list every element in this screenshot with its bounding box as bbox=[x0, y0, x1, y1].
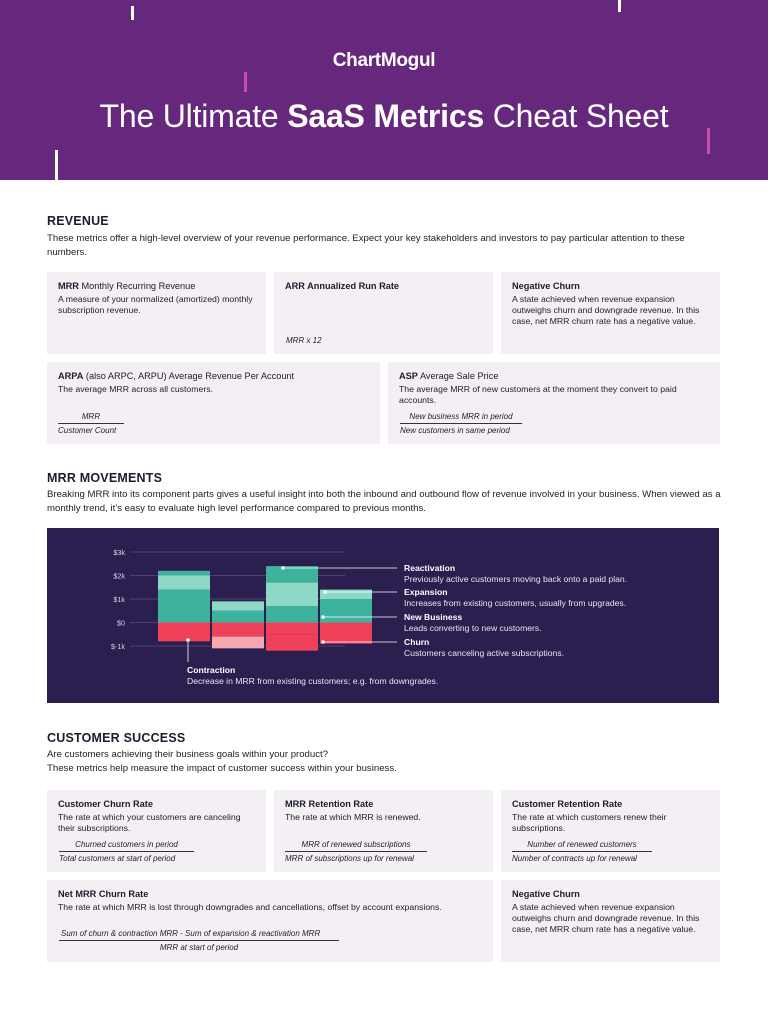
bar-segment bbox=[320, 599, 372, 623]
bar-segment bbox=[158, 590, 210, 623]
asp-formula: New business MRR in period New customers in same period bbox=[400, 412, 522, 435]
page-title: The Ultimate SaaS Metrics Cheat Sheet bbox=[99, 98, 669, 134]
annotation-expansion: Expansion Increases from existing customers, usually from upgrades. bbox=[404, 587, 627, 608]
bar-segment bbox=[158, 576, 210, 590]
mrr-card: MRR Monthly Recurring Revenue A measure of your normalized (amortized) monthly subscription revenue. bbox=[47, 272, 266, 354]
y-tick-label: $0 bbox=[117, 618, 125, 628]
decorative-dash bbox=[618, 0, 621, 12]
annotation-dot bbox=[186, 638, 190, 642]
customer-success-section-title: CUSTOMER SUCCESS bbox=[47, 731, 186, 745]
net-mrr-churn-rate-card: Net MRR Churn Rate The rate at which MRR is lost through downgrades and cancellations, offset by account expansions. Sum of churn & contraction MRR - Sum of expansion & reactivation MRR MRR at start of period bbox=[47, 880, 493, 962]
annotation-dot bbox=[321, 615, 325, 619]
mrr-retention-rate-formula: MRR of renewed subscriptions MRR of subscriptions up for renewal bbox=[285, 840, 427, 863]
customer-churn-rate-formula: Churned customers in period Total customers at start of period bbox=[59, 840, 194, 863]
bar-segment bbox=[320, 590, 372, 599]
arpa-formula: MRR Customer Count bbox=[58, 412, 124, 435]
customer-retention-rate-card: Customer Retention Rate The rate at which customers renew their subscriptions. Number of renewed customers Number of contracts up for renewal bbox=[501, 790, 720, 872]
header-banner bbox=[0, 0, 768, 180]
mrr-chart-panel bbox=[47, 528, 719, 703]
bar-segment bbox=[266, 606, 318, 622]
bar-segment bbox=[212, 611, 264, 623]
bar-segment bbox=[158, 571, 210, 576]
bar-segment bbox=[158, 623, 210, 642]
arr-card: ARR Annualized Run Rate MRR x 12 bbox=[274, 272, 493, 354]
y-tick-label: $3k bbox=[113, 548, 125, 557]
negative-churn-card: Negative Churn A state achieved when revenue expansion outweighs churn and downgrade revenue. In this case, net MRR churn rate has a negative value. bbox=[501, 272, 720, 354]
decorative-dash bbox=[244, 72, 247, 92]
arpa-card: ARPA (also ARPC, ARPU) Average Revenue Per Account The average MRR across all customers. MRR Customer Count bbox=[47, 362, 380, 444]
net-mrr-churn-rate-formula: Sum of churn & contraction MRR - Sum of expansion & reactivation MRR MRR at start of period bbox=[59, 929, 339, 952]
customer-churn-rate-card: Customer Churn Rate The rate at which your customers are canceling their subscriptions. Churned customers in period Total customers at start of period bbox=[47, 790, 266, 872]
mrr-retention-rate-card: MRR Retention Rate The rate at which MRR is renewed. MRR of renewed subscriptions MRR of subscriptions up for renewal bbox=[274, 790, 493, 872]
bar-segment bbox=[320, 623, 372, 644]
customer-success-description-1: Are customers achieving their business goals within your product? bbox=[47, 749, 329, 760]
annotation-churn: Churn Customers canceling active subscriptions. bbox=[404, 637, 565, 658]
revenue-section-description: These metrics offer a high-level overview of your revenue performance. Expect your key stakeholders and investors to pay particular attention to these numbers. bbox=[47, 233, 685, 258]
bar-segment bbox=[266, 583, 318, 607]
bar-segment bbox=[266, 566, 318, 582]
brand-logo: ChartMogul bbox=[332, 50, 436, 71]
mrr-section-description: Breaking MRR into its component parts gives a useful insight into both the inbound and outbound flow of revenue involved in your business. When viewed as a monthly trend, it’s easy to evaluate high level performance compared to previous months. bbox=[47, 489, 721, 514]
annotation-contraction: Contraction Decrease in MRR from existing customers; e.g. from downgrades. bbox=[187, 665, 439, 686]
revenue-section-title: REVENUE bbox=[47, 214, 109, 228]
annotation-dot bbox=[321, 640, 325, 644]
y-tick-label: $-1k bbox=[111, 642, 125, 651]
y-tick-label: $2k bbox=[113, 571, 125, 581]
y-tick-label: $1k bbox=[113, 595, 125, 604]
annotation-dot bbox=[281, 566, 285, 570]
annotation-dot bbox=[323, 590, 327, 594]
annotation-new-business: New Business Leads converting to new customers. bbox=[404, 612, 542, 633]
decorative-dash bbox=[131, 6, 134, 20]
bar-segment bbox=[266, 634, 318, 650]
mrr-section-title: MRR MOVEMENTS bbox=[47, 471, 163, 485]
bar-segment bbox=[212, 623, 264, 637]
arr-formula: MRR x 12 bbox=[286, 336, 322, 345]
bar-segment bbox=[266, 623, 318, 635]
decorative-dash bbox=[55, 150, 58, 180]
asp-card: ASP Average Sale Price The average MRR of new customers at the moment they convert to paid accounts. New business MRR in period New customers in same period bbox=[388, 362, 720, 444]
customer-retention-rate-formula: Number of renewed customers Number of contracts up for renewal bbox=[512, 840, 652, 863]
annotation-reactivation: Reactivation Previously active customers moving back onto a paid plan. bbox=[404, 563, 628, 584]
bar-segment bbox=[212, 601, 264, 610]
customer-success-description-2: These metrics help measure the impact of customer success within your business. bbox=[47, 763, 397, 774]
negative-churn-card-2: Negative Churn A state achieved when revenue expansion outweighs churn and downgrade revenue. In this case, net MRR churn rate has a negative value. bbox=[501, 880, 720, 962]
bar-segment bbox=[212, 637, 264, 649]
